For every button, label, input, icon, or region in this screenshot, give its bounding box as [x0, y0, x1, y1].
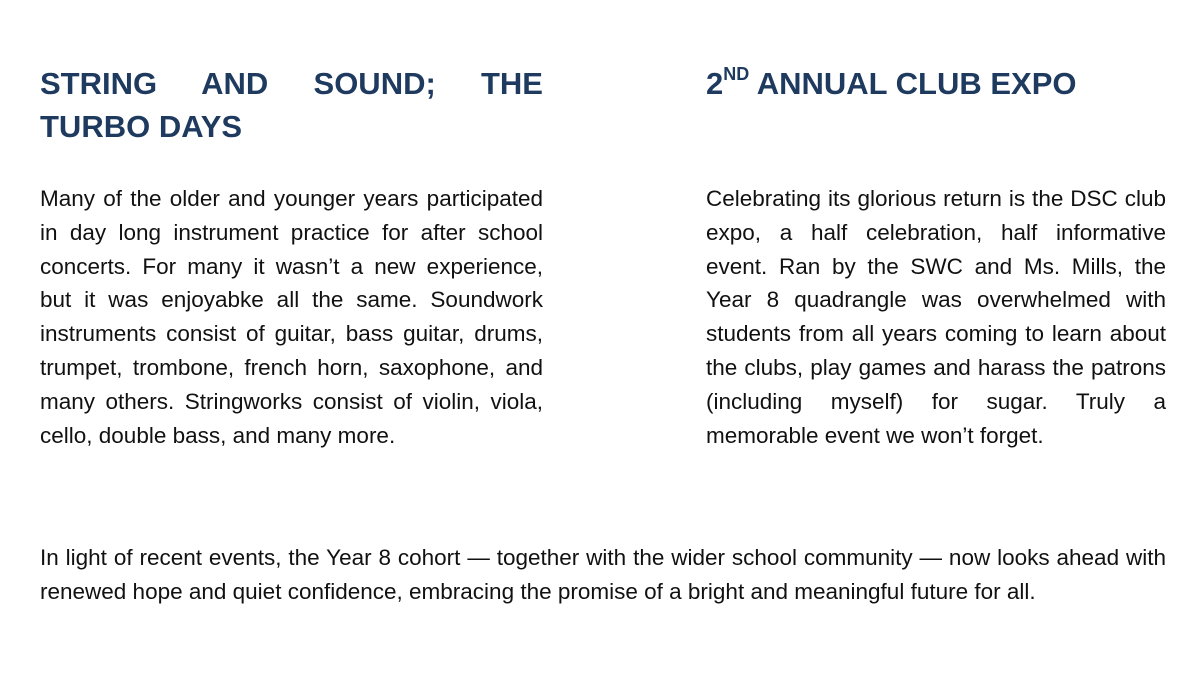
left-article-body: Many of the older and younger years participated in day long instrument practice for after school concerts. For many it wasn’t a new experience, but it was enjoyabke all the same. Soundwork instruments consist of guitar, bass guitar, drums, trumpet, trombone, french horn, saxophone, and many others. Stringworks consist of violin, viola, cello, double bass, and many more. [40, 186, 543, 448]
right-article-title-number: 2 [706, 66, 724, 101]
right-article-title [706, 62, 1166, 105]
left-article-title: STRING AND SOUND; THE TURBO DAYS [40, 66, 543, 144]
right-article-body: Celebrating its glorious return is the DSC club expo, a half celebration, half informative event. Ran by the SWC and Ms. Mills, the Year 8 quadrangle was overwhelmed with students from all years coming to learn about the clubs, play games and harass the patrons (including myself) for sugar. Truly a memorable event we won’t forget. [706, 186, 1166, 448]
right-article-title-suffix: ND [723, 63, 750, 84]
closing-paragraph: In light of recent events, the Year 8 cohort — together with the wider school community — now looks ahead with renewed hope and quiet confidence, embracing the promise of a bright and meaningful future for all. [40, 545, 1166, 604]
left-article [40, 62, 543, 448]
right-article [706, 62, 1166, 448]
right-article-title-rest: ANNUAL CLUB EXPO [749, 66, 1077, 101]
